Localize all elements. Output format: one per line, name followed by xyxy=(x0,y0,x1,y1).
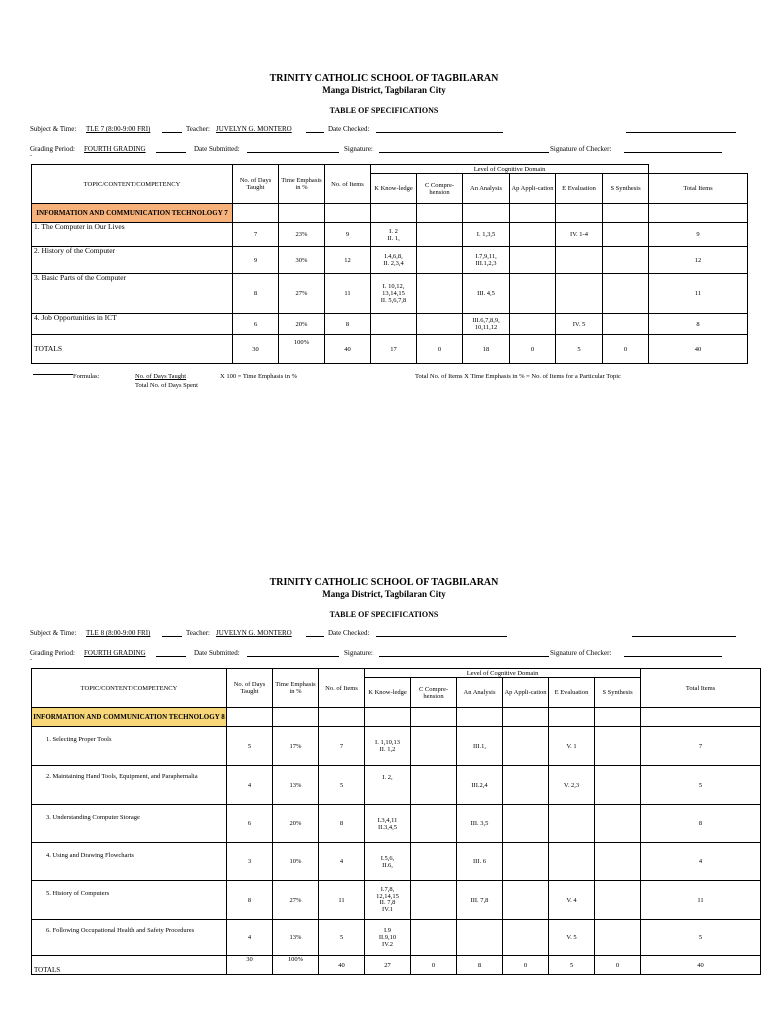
row-ap xyxy=(503,920,549,956)
row-total: 8 xyxy=(649,314,748,335)
row-time: 27% xyxy=(273,881,319,920)
header-s: S Synthesis xyxy=(603,174,649,204)
row-topic: 3. Basic Parts of the Computer xyxy=(32,274,233,314)
signature-checker-blank xyxy=(624,649,722,657)
row-s xyxy=(603,274,649,314)
row-s xyxy=(595,843,641,881)
row-topic: 2. Maintaining Hand Tools, Equipment, and Paraphernalia xyxy=(32,766,227,805)
subject-value: TLE 8 (8:00-9:00 FRI) xyxy=(86,629,151,637)
row-k xyxy=(371,314,417,335)
row-total: 11 xyxy=(641,881,761,920)
dash-mark: ‐ xyxy=(30,657,32,663)
totals-k: 27 xyxy=(365,956,411,975)
totals-e: 5 xyxy=(556,335,603,364)
date-submitted-blank xyxy=(247,649,339,657)
header-topic: TOPIC/CONTENT/COMPETENCY xyxy=(32,165,233,204)
totals-ap: 0 xyxy=(510,335,556,364)
row-k: I. 10,12, 13,14,15 II. 5,6,7,8 xyxy=(371,274,417,314)
table-row xyxy=(32,920,761,956)
row-s xyxy=(603,314,649,335)
row-items: 12 xyxy=(325,247,371,274)
row-days: 6 xyxy=(233,314,279,335)
signature-label: Signature: xyxy=(344,649,373,657)
row-days: 8 xyxy=(233,274,279,314)
row-ap xyxy=(503,881,549,920)
row-items: 4 xyxy=(319,843,365,881)
row-time: 27% xyxy=(279,274,325,314)
document-title: TABLE OF SPECIFICATIONS xyxy=(329,610,439,619)
row-items: 5 xyxy=(319,766,365,805)
header-domain: Level of Cognitive Domain xyxy=(371,165,649,174)
subject-banner: INFORMATION AND COMMUNICATION TECHNOLOGY 8 xyxy=(32,708,227,727)
row-s xyxy=(595,881,641,920)
row-s xyxy=(595,766,641,805)
formula-items: Total No. of Items X Time Emphasis in % = No. of Items for a Particular Topic xyxy=(415,373,621,380)
row-days: 6 xyxy=(227,805,273,843)
row-total: 4 xyxy=(641,843,761,881)
signature-blank-2 xyxy=(379,649,549,657)
row-s xyxy=(603,247,649,274)
row-s xyxy=(595,920,641,956)
row-total: 5 xyxy=(641,920,761,956)
header-total: Total Items xyxy=(641,669,761,708)
row-ap xyxy=(503,766,549,805)
date-submitted-blank xyxy=(247,145,339,153)
header-total: Total Items xyxy=(649,174,748,204)
row-c xyxy=(411,920,457,956)
school-name: TRINITY CATHOLIC SCHOOL OF TAGBILARAN xyxy=(269,73,499,84)
subject-label: Subject & Time: xyxy=(30,629,77,637)
totals-row xyxy=(32,335,748,364)
row-total: 11 xyxy=(649,274,748,314)
specification-table xyxy=(31,668,761,975)
totals-time: 100% xyxy=(279,335,325,364)
row-an: III. 3,5 xyxy=(457,805,503,843)
totals-items: 40 xyxy=(319,956,365,975)
totals-ap: 0 xyxy=(503,956,549,975)
row-topic: 3. Understanding Computer Storage xyxy=(32,805,227,843)
row-k: I.7,8, 12,14,15 II. 7,8 IV.1 xyxy=(365,881,411,920)
row-topic: 6. Following Occupational Health and Safety Procedures xyxy=(32,920,227,956)
row-s xyxy=(595,805,641,843)
totals-k: 17 xyxy=(371,335,417,364)
table-row xyxy=(32,881,761,920)
row-an: III. 6 xyxy=(457,843,503,881)
date-checked-label: Date Checked: xyxy=(328,125,370,133)
row-k: I.9 II.9,10 IV.2 xyxy=(365,920,411,956)
row-e: V. 2,3 xyxy=(549,766,595,805)
totals-total: 40 xyxy=(641,956,761,975)
teacher-value: JUVELYN G. MONTERO xyxy=(216,125,292,133)
row-time: 30% xyxy=(279,247,325,274)
row-total: 9 xyxy=(649,223,748,247)
date-checked-blank xyxy=(376,125,503,133)
tos-section-2 xyxy=(0,577,768,1017)
row-time: 13% xyxy=(273,920,319,956)
row-topic: 1. Selecting Proper Tools xyxy=(32,727,227,766)
formula-numerator: No. of Days Taught xyxy=(135,373,187,380)
row-time: 10% xyxy=(273,843,319,881)
date-checked-label: Date Checked: xyxy=(328,629,370,637)
header-e: E Evaluation xyxy=(556,174,603,204)
table-row xyxy=(32,247,748,274)
row-total: 12 xyxy=(649,247,748,274)
row-e: V. 5 xyxy=(549,920,595,956)
table-row xyxy=(32,727,761,766)
signature-label: Signature: xyxy=(344,145,373,153)
header-items: No. of Items xyxy=(319,669,365,708)
totals-row xyxy=(32,956,761,975)
header-items: No. of Items xyxy=(325,165,371,204)
header-ap: Ap Appli-cation xyxy=(510,174,556,204)
school-district: Manga District, Tagbilaran City xyxy=(322,589,446,599)
row-c xyxy=(417,223,463,247)
row-time: 13% xyxy=(273,766,319,805)
row-days: 5 xyxy=(227,727,273,766)
grading-value: FOURTH GRADING xyxy=(84,145,146,153)
header-an: An Analysis xyxy=(463,174,510,204)
header-s: S Synthesis xyxy=(595,678,641,708)
teacher-label: Teacher: xyxy=(186,125,210,133)
header-k: K Know-ledge xyxy=(365,678,411,708)
totals-days: 30 xyxy=(233,335,279,364)
row-time: 23% xyxy=(279,223,325,247)
signature-blank-2 xyxy=(379,145,549,153)
row-c xyxy=(411,843,457,881)
row-items: 8 xyxy=(325,314,371,335)
totals-c: 0 xyxy=(417,335,463,364)
grading-blank xyxy=(156,145,186,153)
row-days: 4 xyxy=(227,766,273,805)
row-time: 20% xyxy=(279,314,325,335)
row-an: III. 7,8 xyxy=(457,881,503,920)
row-ap xyxy=(510,247,556,274)
table-row xyxy=(32,223,748,247)
row-c xyxy=(411,766,457,805)
date-submitted-label: Date Submitted: xyxy=(194,649,240,657)
row-items: 11 xyxy=(325,274,371,314)
signature-checker-label: Signature of Checker: xyxy=(550,145,612,153)
header-days: No. of Days Taught xyxy=(227,669,273,708)
row-items: 11 xyxy=(319,881,365,920)
row-e xyxy=(556,274,603,314)
row-s xyxy=(603,223,649,247)
row-an: III.1, xyxy=(457,727,503,766)
row-an: I. 1,3,5 xyxy=(463,223,510,247)
row-e: IV. 1-4 xyxy=(556,223,603,247)
row-k: I.4,6,8, II. 2,3,4 xyxy=(371,247,417,274)
row-total: 8 xyxy=(641,805,761,843)
table-row xyxy=(32,843,761,881)
totals-items: 40 xyxy=(325,335,371,364)
row-topic: 1. The Computer in Our Lives xyxy=(32,223,233,247)
subject-blank xyxy=(162,629,182,637)
row-s xyxy=(595,727,641,766)
header-days: No. of Days Taught xyxy=(233,165,279,204)
row-items: 8 xyxy=(319,805,365,843)
formula-denominator: Total No. of Days Spent xyxy=(135,382,198,389)
row-an: I.7,9,11, III.1,2,3 xyxy=(463,247,510,274)
row-e xyxy=(556,247,603,274)
header-an: An Analysis xyxy=(457,678,503,708)
subject-banner: INFORMATION AND COMMUNICATION TECHNOLOGY 7 xyxy=(32,204,233,223)
row-days: 7 xyxy=(233,223,279,247)
teacher-blank xyxy=(306,125,324,133)
signature-blank xyxy=(626,125,736,133)
row-k: I. 2, xyxy=(365,766,411,805)
row-topic: 4. Using and Drawing Flowcharts xyxy=(32,843,227,881)
row-c xyxy=(417,314,463,335)
row-ap xyxy=(503,843,549,881)
subject-label: Subject & Time: xyxy=(30,125,77,133)
row-an: III.2,4 xyxy=(457,766,503,805)
signature-checker-blank xyxy=(624,145,722,153)
row-e: V. 4 xyxy=(549,881,595,920)
header-c: C Compre-hension xyxy=(411,678,457,708)
totals-label: TOTALS xyxy=(32,335,233,364)
row-c xyxy=(411,805,457,843)
row-total: 7 xyxy=(641,727,761,766)
totals-total: 40 xyxy=(649,335,748,364)
row-items: 9 xyxy=(325,223,371,247)
school-name: TRINITY CATHOLIC SCHOOL OF TAGBILARAN xyxy=(269,577,499,588)
row-ap xyxy=(503,727,549,766)
row-days: 4 xyxy=(227,920,273,956)
header-topic: TOPIC/CONTENT/COMPETENCY xyxy=(32,669,227,708)
date-checked-blank xyxy=(376,629,507,637)
table-row xyxy=(32,805,761,843)
row-ap xyxy=(510,223,556,247)
totals-s: 0 xyxy=(595,956,641,975)
row-e: IV. 5 xyxy=(556,314,603,335)
row-c xyxy=(411,727,457,766)
row-k: I.5,6, II.6, xyxy=(365,843,411,881)
row-topic: 2. History of the Computer xyxy=(32,247,233,274)
row-days: 8 xyxy=(227,881,273,920)
totals-e: 5 xyxy=(549,956,595,975)
row-c xyxy=(411,881,457,920)
row-k: I.3,4,11 II.3,4,5 xyxy=(365,805,411,843)
row-ap xyxy=(510,274,556,314)
row-an: III.6,7,8,9, 10,11,12 xyxy=(463,314,510,335)
table-row xyxy=(32,274,748,314)
dash-mark: ‐ xyxy=(30,153,32,159)
row-items: 7 xyxy=(319,727,365,766)
subject-blank xyxy=(162,125,182,133)
row-time: 20% xyxy=(273,805,319,843)
row-items: 5 xyxy=(319,920,365,956)
subject-value: TLE 7 (8:00-9:00 FRI) xyxy=(86,125,151,133)
totals-label: TOTALS xyxy=(32,956,227,975)
totals-days: 30 xyxy=(227,956,273,975)
table-row xyxy=(32,314,748,335)
row-time: 17% xyxy=(273,727,319,766)
row-c xyxy=(417,274,463,314)
totals-an: 18 xyxy=(463,335,510,364)
teacher-value: JUVELYN G. MONTERO xyxy=(216,629,292,637)
totals-time: 100% xyxy=(273,956,319,975)
row-ap xyxy=(503,805,549,843)
grading-label: Grading Period: xyxy=(30,145,75,153)
specification-table xyxy=(31,164,748,364)
formula-rule xyxy=(33,367,73,375)
row-c xyxy=(417,247,463,274)
header-k: K Know-ledge xyxy=(371,174,417,204)
signature-checker-label: Signature of Checker: xyxy=(550,649,612,657)
row-e: V. 1 xyxy=(549,727,595,766)
formula-multiplier: X 100 = Time Emphasis in % xyxy=(220,373,297,380)
formula-label: Formulas: xyxy=(73,373,100,380)
table-row xyxy=(32,766,761,805)
grading-value: FOURTH GRADING xyxy=(84,649,146,657)
totals-an: 8 xyxy=(457,956,503,975)
row-days: 3 xyxy=(227,843,273,881)
header-ap: Ap Appli-cation xyxy=(503,678,549,708)
row-e xyxy=(549,805,595,843)
row-k: I. 1,10,13 II. 1,2 xyxy=(365,727,411,766)
row-k: I. 2 II. 1, xyxy=(371,223,417,247)
row-ap xyxy=(510,314,556,335)
date-submitted-label: Date Submitted: xyxy=(194,145,240,153)
document-title: TABLE OF SPECIFICATIONS xyxy=(329,106,439,115)
totals-c: 0 xyxy=(411,956,457,975)
teacher-blank xyxy=(306,629,324,637)
header-time: Time Emphasis in % xyxy=(279,165,325,204)
signature-blank xyxy=(632,629,736,637)
teacher-label: Teacher: xyxy=(186,629,210,637)
row-e xyxy=(549,843,595,881)
grading-label: Grading Period: xyxy=(30,649,75,657)
school-district: Manga District, Tagbilaran City xyxy=(322,85,446,95)
tos-section-1 xyxy=(0,73,768,513)
row-total: 5 xyxy=(641,766,761,805)
row-an xyxy=(457,920,503,956)
row-topic: 4. Job Opportunities in ICT xyxy=(32,314,233,335)
header-time: Time Emphasis in % xyxy=(273,669,319,708)
row-topic: 5. History of Computers xyxy=(32,881,227,920)
totals-s: 0 xyxy=(603,335,649,364)
grading-blank xyxy=(156,649,186,657)
row-days: 9 xyxy=(233,247,279,274)
row-an: III. 4,5 xyxy=(463,274,510,314)
header-e: E Evaluation xyxy=(549,678,595,708)
header-domain: Level of Cognitive Domain xyxy=(365,669,641,678)
header-c: C Compre-hension xyxy=(417,174,463,204)
